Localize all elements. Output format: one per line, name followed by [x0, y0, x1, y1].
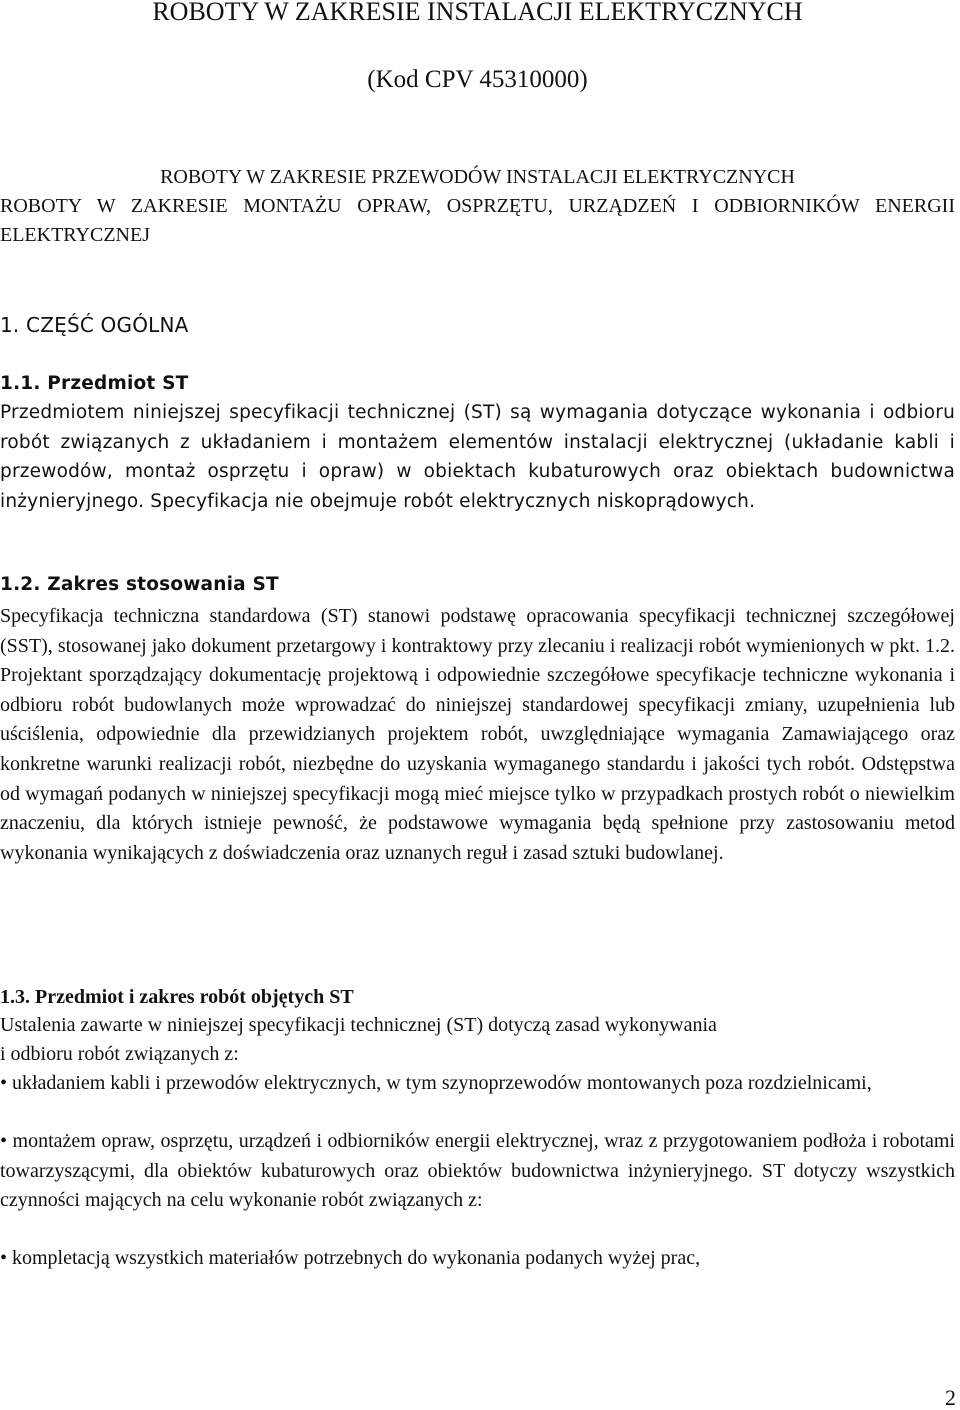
section-1-heading: 1. CZĘŚĆ OGÓLNA — [0, 313, 189, 337]
document-title: ROBOTY W ZAKRESIE INSTALACJI ELEKTRYCZNYCH — [152, 0, 803, 26]
cpv-code: (Kod CPV 45310000) — [367, 66, 588, 93]
section-1-3-intro-line-1: Ustalenia zawarte w niniejszej specyfikacji technicznej (ST) dotyczą zasad wykonywania — [0, 1014, 717, 1036]
section-1-3-bullet-2: • montażem opraw, osprzętu, urządzeń i odbiorników energii elektrycznej, wraz z przygotowaniem podłoża i robotami towarzyszącymi, dla obiektów kubaturowych oraz obiektów budownictwa inżynieryjnego. ST dotyczy wszystkich czynności mających na celu wykonanie robót związanych z: — [0, 1130, 955, 1212]
section-1-3-bullet-3: • kompletacją wszystkich materiałów potrzebnych do wykonania podanych wyżej prac, — [0, 1247, 701, 1269]
section-1-2-heading: 1.2. Zakres stosowania ST — [0, 574, 279, 595]
page-number: 2 — [945, 1385, 956, 1410]
scope-heading-1: ROBOTY W ZAKRESIE PRZEWODÓW INSTALACJI ELEKTRYCZNYCH — [160, 166, 795, 188]
section-1-3-intro-line-2: i odbioru robót związanych z: — [0, 1043, 239, 1065]
section-1-3-bullet-1: • układaniem kabli i przewodów elektrycznych, w tym szynoprzewodów montowanych poza rozdzielnicami, — [0, 1072, 872, 1094]
section-1-2-body: Specyfikacja techniczna standardowa (ST) stanowi podstawę opracowania specyfikacji technicznej szczegółowej (SST), stosowanej jako dokument przetargowy i kontraktowy przy zlecaniu i realizacji robót wymienionych w pkt. 1.2. Projektant sporządzający dokumentację projektową i odpowiednie szczegółowe specyfikacje techniczne wykonania i odbioru robót budowlanych może wprowadzać do niniejszej standardowej specyfikacji zmiany, uzupełnienia lub uściślenia, odpowiednie dla przewidzianych projektem robót, uwzględniające wymagania Zamawiającego oraz konkretne warunki realizacji robót, niezbędne do uzyskania wymaganego standardu i jakości tych robót. Odstępstwa od wymagań podanych w niniejszej specyfikacji mogą mieć miejsce tylko w przypadkach prostych robót o niewielkim znaczeniu, dla których istnieje pewność, że podstawowe wymagania będą spełnione przy zastosowaniu metod wykonania wynikających z doświadczenia oraz uznanych reguł i zasad sztuki budowlanej. — [0, 605, 955, 864]
section-1-3-heading: 1.3. Przedmiot i zakres robót objętych ST — [0, 986, 354, 1008]
section-1-1-body: Przedmiotem niniejszej specyfikacji technicznej (ST) są wymagania dotyczące wykonania i odbioru robót związanych z układaniem i montażem elementów instalacji elektrycznej (układanie kabli i przewodów, montaż osprzętu i opraw) w obiektach kubaturowych oraz obiektach budownictwa inżynieryjnego. Specyfikacja nie obejmuje robót elektrycznych niskoprądowych. — [0, 402, 955, 512]
scope-heading-2: ROBOTY W ZAKRESIE MONTAŻU OPRAW, OSPRZĘTU, URZĄDZEŃ I ODBIORNIKÓW ENERGII ELEKTRYCZNEJ — [0, 195, 955, 246]
section-1-1-heading: 1.1. Przedmiot ST — [0, 373, 189, 394]
